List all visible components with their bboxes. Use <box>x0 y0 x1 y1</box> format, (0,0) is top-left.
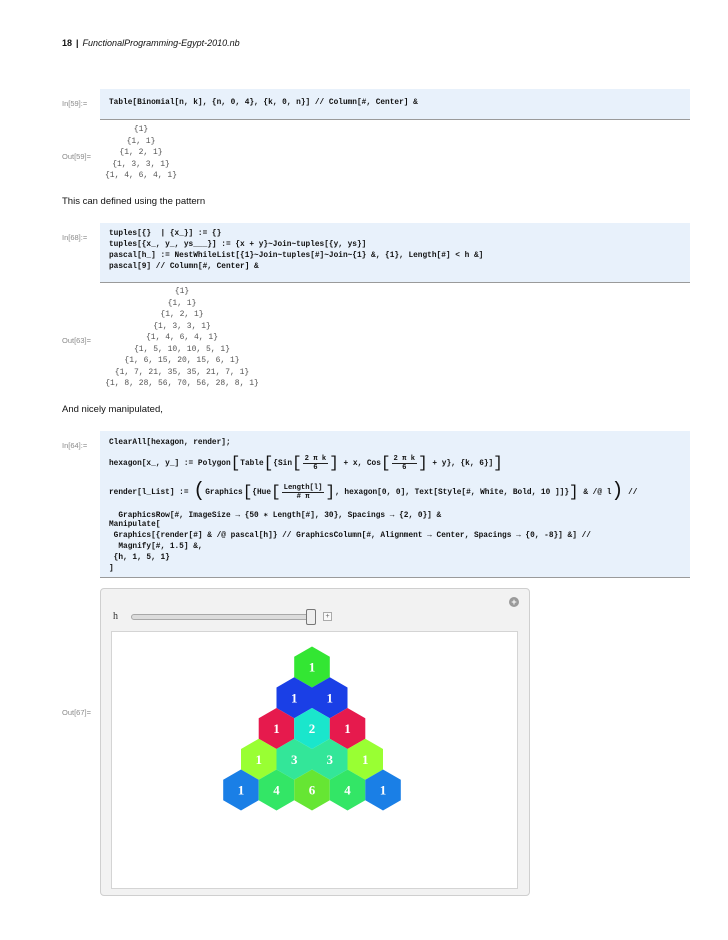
paren-icon: ) <box>611 480 624 503</box>
output-line: {1} <box>133 125 149 134</box>
bracket-icon: ] <box>325 483 336 501</box>
plus-icon[interactable]: + <box>509 597 519 607</box>
in64-line-graphics[interactable]: Graphics[{render[#] & /@ pascal[h]} // GraphicsColumn[#, Alignment → Center, Spacings → {0, -8}] &] // <box>109 532 591 540</box>
output-line: {1, 5, 10, 10, 5, 1} <box>133 344 230 354</box>
in64-line-range[interactable]: {h, 1, 5, 1} <box>109 554 170 562</box>
hexagon-value: 1 <box>290 690 298 706</box>
bracket-icon: [ <box>292 454 302 472</box>
output-line: {1, 1} <box>126 136 156 146</box>
output-line: {1, 7, 21, 35, 35, 21, 7, 1} <box>114 367 250 377</box>
in64-cell[interactable] <box>100 431 690 578</box>
bracket-icon: [ <box>271 483 281 501</box>
hexagon-value: 1 <box>344 721 351 736</box>
render-part: Graphics <box>205 489 243 498</box>
paragraph-manipulated: And nicely manipulated, <box>62 404 163 415</box>
bracket-icon: ] <box>569 483 579 501</box>
in68-line[interactable]: pascal[h_] := NestWhileList[{1}~Join~tuples[#]~Join~{1} &, {1}, Length[#] < h &] <box>109 252 484 260</box>
output-line: {1, 2, 1} <box>119 148 163 157</box>
bracket-icon: ] <box>418 454 428 472</box>
out59-label: Out[59]= <box>62 152 91 161</box>
expand-controls-icon[interactable]: + <box>323 612 332 621</box>
hexagon-value: 1 <box>273 721 280 736</box>
hexagon-value: 1 <box>237 782 245 798</box>
in64-line-magnify[interactable]: Magnify[#, 1.5] &, <box>109 543 203 551</box>
hexagon-value: 1 <box>379 782 387 798</box>
in68-line[interactable]: pascal[9] // Column[#, Center] & <box>109 263 259 271</box>
page-number: 18 <box>62 38 73 48</box>
pascal-hexagon-graphic <box>112 632 517 888</box>
output-line: {1, 3, 3, 1} <box>153 321 211 331</box>
fraction-hue <box>282 484 325 501</box>
h-slider-track[interactable] <box>131 614 313 620</box>
hex-part: + y}, {k, 6}] <box>432 460 494 469</box>
fraction-denominator: 6 <box>402 463 407 472</box>
fraction-denominator: 6 <box>313 463 318 472</box>
bracket-icon: [ <box>242 483 253 501</box>
hex-part: hexagon[x_, y_] := Polygon <box>109 460 231 469</box>
bracket-icon: [ <box>380 454 391 472</box>
fraction-numerator: 2 π k <box>304 454 327 463</box>
output-line: {1, 3, 3, 1} <box>112 159 170 169</box>
hexagon-value: 1 <box>308 659 316 675</box>
in64-line-close[interactable]: ] <box>109 565 114 573</box>
bracket-icon: ] <box>329 454 339 472</box>
output-line: {1} <box>174 287 190 296</box>
h-slider-thumb[interactable] <box>306 609 316 625</box>
render-part: , hexagon[0, 0], Text[Style[#, White, Bold, 10 ]]} <box>335 489 570 498</box>
hexagon-value: 1 <box>362 751 369 767</box>
fraction-denominator: # π <box>296 492 310 501</box>
notebook-name: FunctionalProgramming-Egypt-2010.nb <box>82 38 240 48</box>
fraction-numerator: Length[l] <box>283 483 323 492</box>
output-line: {1, 4, 6, 4, 1} <box>145 333 218 342</box>
graphics-pane <box>111 631 518 889</box>
out59-output <box>102 124 180 182</box>
hex-part: + x, Cos <box>343 460 381 469</box>
render-part: // <box>628 489 638 498</box>
header-separator: | <box>76 38 79 48</box>
in59-label: In[59]:= <box>62 99 88 108</box>
bracket-icon: ] <box>493 454 503 472</box>
out63-label: Out[63]= <box>62 336 91 345</box>
hexagon-value: 3 <box>290 751 298 767</box>
paren-icon: ( <box>193 480 206 503</box>
hex-part: Table <box>240 460 264 469</box>
in59-cell[interactable] <box>100 89 690 120</box>
in64-hexagon-def[interactable] <box>109 453 503 474</box>
fraction-numerator: 2 π k <box>393 454 416 463</box>
output-line: {1, 2, 1} <box>160 310 204 319</box>
render-part: {Hue <box>252 489 272 498</box>
in64-label: In[64]:= <box>62 441 88 450</box>
hexagon-value: 1 <box>326 690 334 706</box>
in68-label: In[68]:= <box>62 233 88 242</box>
in59-code[interactable]: Table[Binomial[n, k], {n, 0, 4}, {k, 0, n}] // Column[#, Center] & <box>109 99 418 107</box>
page-header <box>62 38 240 48</box>
in64-line-manipulate[interactable]: Manipulate[ <box>109 521 161 529</box>
in64-line-clearall[interactable]: ClearAll[hexagon, render]; <box>109 439 231 447</box>
fraction-cos <box>392 455 418 472</box>
in68-cell[interactable] <box>100 223 690 283</box>
manipulate-panel <box>100 588 530 896</box>
control-label-h: h <box>113 611 118 622</box>
paragraph-pattern: This can defined using the pattern <box>62 196 206 207</box>
output-line: {1, 1} <box>167 298 197 308</box>
bracket-icon: [ <box>263 454 274 472</box>
output-line: {1, 4, 6, 4, 1} <box>104 171 177 180</box>
hexagon-value: 2 <box>308 721 316 736</box>
hexagon-value: 4 <box>273 782 280 798</box>
in64-line-graphicsrow[interactable]: GraphicsRow[#, ImageSize → {50 ∗ Length[#], 30}, Spacings → {2, 0}] & <box>109 512 442 520</box>
bracket-icon: [ <box>230 454 241 472</box>
out63-output <box>102 286 262 390</box>
fraction-sin <box>303 455 329 472</box>
hexagon-value: 3 <box>326 751 334 767</box>
render-part: render[l_List] := <box>109 489 194 498</box>
hex-part: {Sin <box>273 460 292 469</box>
render-part: & /@ l <box>583 489 612 498</box>
hexagon-value: 6 <box>308 782 316 798</box>
out67-label: Out[67]= <box>62 708 91 717</box>
in68-line[interactable]: tuples[{} | {x_}] := {} <box>109 230 222 238</box>
in64-render-def[interactable] <box>109 481 637 504</box>
hexagon-value: 1 <box>255 751 262 767</box>
output-line: {1, 8, 28, 56, 70, 56, 28, 8, 1} <box>105 379 259 388</box>
hexagon-value: 4 <box>344 782 351 798</box>
in68-line[interactable]: tuples[{x_, y_, ys___}] := {x + y}~Join~tuples[{y, ys}] <box>109 241 367 249</box>
output-line: {1, 6, 15, 20, 15, 6, 1} <box>124 356 240 365</box>
